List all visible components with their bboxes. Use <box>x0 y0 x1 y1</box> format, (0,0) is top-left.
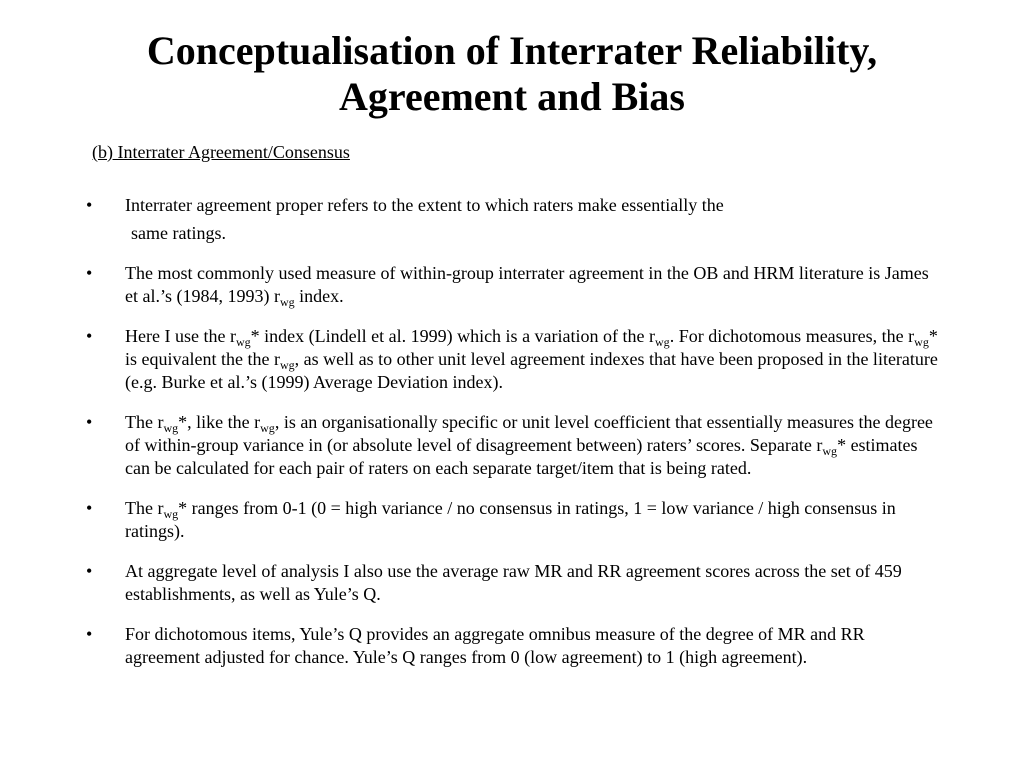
bullet-item-3 <box>0 325 940 394</box>
bullet-3-text-3: . For dichotomous measures, the r <box>669 326 915 346</box>
bullet-item-5 <box>0 497 940 543</box>
bullet-item-1 <box>0 194 940 245</box>
bullet-5-text-2: * ranges from 0-1 (0 = high variance / no consensus in ratings, 1 = low variance / high consensus in ratings). <box>125 498 896 541</box>
bullet-3-text-5: , as well as to other unit level agreement indexes that have been proposed in the literature (e.g. Burke et al.’s (1999) Average Deviation index). <box>125 349 938 392</box>
bullet-item-6 <box>0 560 940 606</box>
bullet-4-text-3: , is an organisationally specific or unit level coefficient that essentially measures the degree of within-group variance in (or absolute level of disagreement between) raters’ scores. Separate r <box>125 412 933 455</box>
subscript-wg: wg <box>914 335 929 349</box>
bullet-item-4 <box>0 411 940 480</box>
bullet-marker: • <box>86 326 93 346</box>
subscript-wg: wg <box>260 421 275 435</box>
bullet-1-line-2: same ratings. <box>131 223 226 243</box>
subscript-wg: wg <box>279 295 295 309</box>
bullet-4-text-1: The r <box>125 412 164 432</box>
subscript-wg: wg <box>279 358 295 372</box>
bullet-4-text-4: * estimates can be calculated for each pair of raters on each separate target/item that is being rated. <box>125 435 918 478</box>
bullet-marker: • <box>86 624 93 644</box>
slide-title <box>40 28 984 120</box>
bullet-3-text-2: * index (Lindell et al. 1999) which is a variation of the r <box>250 326 656 346</box>
section-subtitle: (b) Interrater Agreement/Consensus <box>92 142 350 162</box>
bullet-list <box>0 194 1024 686</box>
subscript-wg: wg <box>822 444 838 458</box>
bullet-1-line-1: Interrater agreement proper refers to the extent to which raters make essentially the <box>125 195 724 215</box>
bullet-marker: • <box>86 263 93 283</box>
bullet-2-text-2: index. <box>294 286 344 306</box>
bullet-7-text-1: For dichotomous items, Yule’s Q provides an aggregate omnibus measure of the degree of MR and RR agreement adjusted for chance. Yule’s Q ranges from 0 (low agreement) to 1 (high agreement). <box>125 624 865 667</box>
title-line-2: Agreement and Bias <box>339 74 685 119</box>
bullet-marker: • <box>86 498 93 518</box>
subscript-wg: wg <box>163 421 179 435</box>
bullet-marker: • <box>86 195 93 215</box>
subscript-wg: wg <box>163 507 179 521</box>
bullet-marker: • <box>86 412 93 432</box>
bullet-item-7 <box>0 623 940 669</box>
bullet-4-text-2: *, like the r <box>178 412 261 432</box>
bullet-3-text-1: Here I use the r <box>125 326 236 346</box>
bullet-6-text-1: At aggregate level of analysis I also use the average raw MR and RR agreement scores across the set of 459 establishments, as well as Yule’s Q. <box>125 561 902 604</box>
subscript-wg: wg <box>235 335 251 349</box>
bullet-2-text-1: The most commonly used measure of within-group interrater agreement in the OB and HRM literature is James et al.’s (1984, 1993) r <box>125 263 929 306</box>
bullet-item-2 <box>0 262 940 308</box>
bullet-marker: • <box>86 561 93 581</box>
title-line-1: Conceptualisation of Interrater Reliability, <box>146 28 878 73</box>
subscript-wg: wg <box>655 335 670 349</box>
bullet-5-text-1: The r <box>125 498 164 518</box>
bullet-3-text-4: * is equivalent the the r <box>125 326 938 369</box>
